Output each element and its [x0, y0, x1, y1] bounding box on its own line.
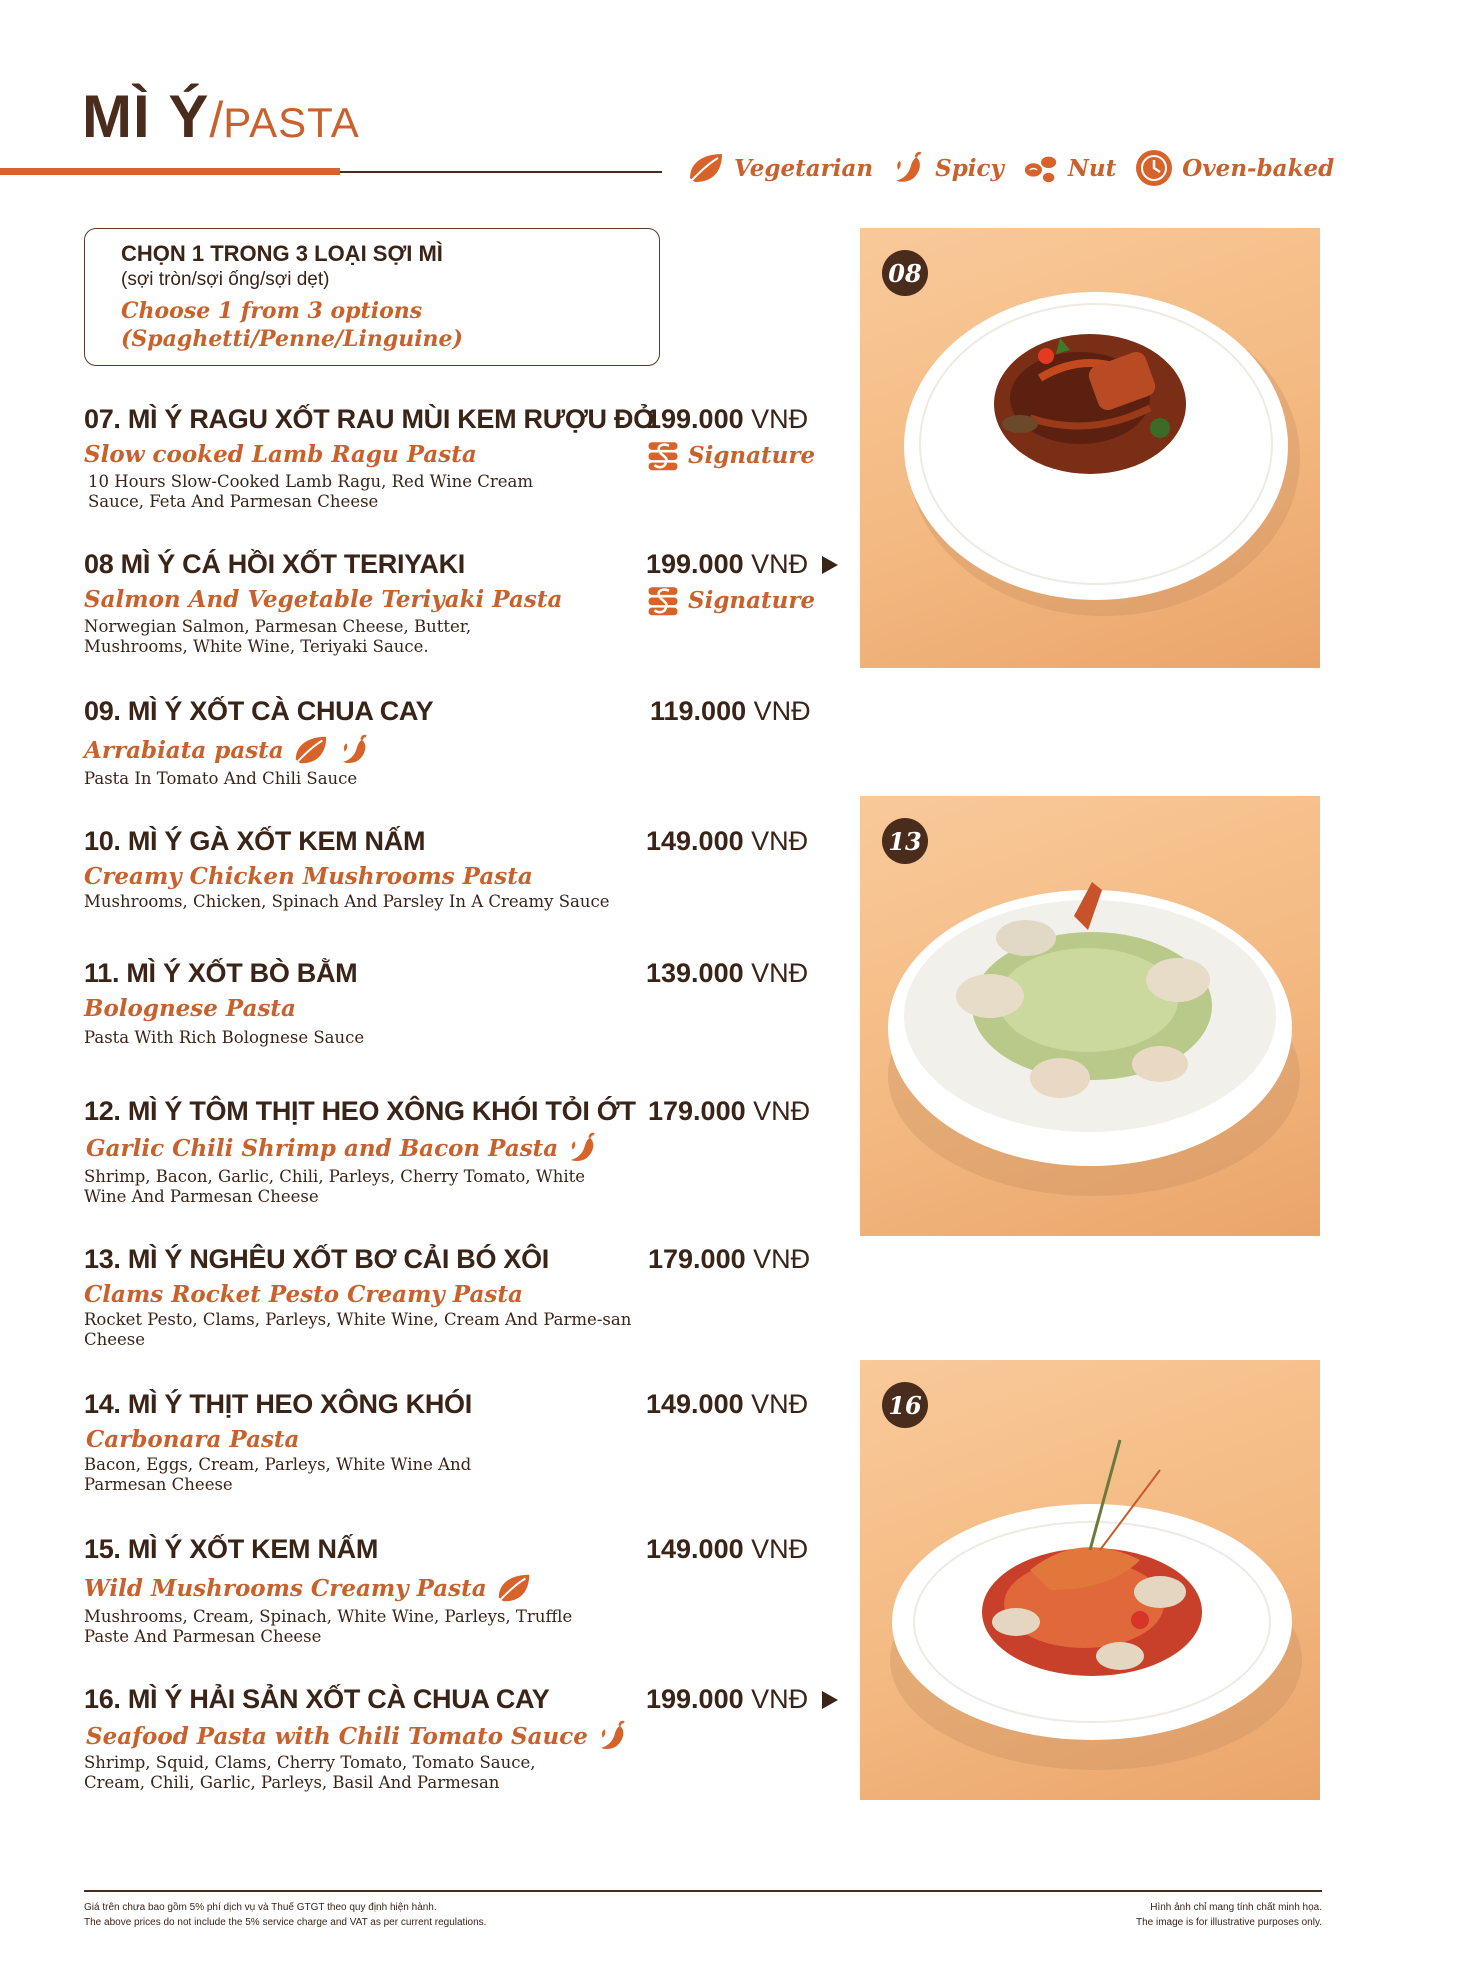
item-name-en-text: Garlic Chili Shrimp and Bacon Pasta — [86, 1134, 559, 1162]
footer-disclaimer-en: The image is for illustrative purposes only. — [1135, 1917, 1322, 1928]
item-name-vn: 09. MÌ Ý XỐT CÀ CHUA CAY — [84, 696, 434, 726]
legend-label: Nut — [1067, 154, 1117, 182]
item-name-en-text: Bolognese Pasta — [84, 995, 296, 1022]
photo-badge: 13 — [882, 818, 928, 864]
item-name-en-text: Clams Rocket Pesto Creamy Pasta — [84, 1281, 523, 1308]
item-name-en — [84, 1281, 844, 1308]
item-price — [646, 404, 808, 435]
price-currency: VNĐ — [751, 1534, 809, 1564]
legend-nut — [1022, 149, 1116, 187]
item-name-vn: 11. MÌ Ý XỐT BÒ BẰM — [84, 958, 358, 988]
footer-note-right — [1136, 1900, 1322, 1930]
chili-icon — [891, 150, 927, 186]
item-name-en — [84, 1426, 844, 1453]
legend-label: Spicy — [935, 154, 1004, 182]
arrow-right-icon — [820, 1689, 840, 1711]
footer-note-vn: Giá trên chưa bao gồm 5% phí dịch vụ và Thuế GTGT theo quy định hiện hành. — [84, 1902, 437, 1913]
item-name-en — [84, 863, 844, 890]
item-description: Rocket Pesto, Clams, Parleys, White Wine, Cream And Parme-san Cheese — [84, 1310, 632, 1349]
legend — [686, 148, 1334, 188]
leaf-icon — [495, 1569, 533, 1607]
price-currency: VNĐ — [751, 958, 809, 988]
photo-badge: 16 — [882, 1382, 928, 1428]
price-amount: 149.000 — [646, 1534, 744, 1564]
item-price — [646, 826, 808, 857]
dish-photo-08[interactable] — [860, 228, 1320, 668]
signature-label: Signature — [688, 441, 816, 469]
price-amount: 149.000 — [646, 1389, 744, 1419]
header-rule — [340, 171, 662, 173]
item-name-en — [84, 1569, 844, 1607]
signature-badge — [646, 438, 815, 472]
item-name-en-text: Carbonara Pasta — [86, 1426, 300, 1453]
item-description: Norwegian Salmon, Parmesan Cheese, Butter, Mushrooms, White Wine, Teriyaki Sauce. — [84, 617, 472, 656]
price-currency: VNĐ — [751, 404, 809, 434]
title-english: PASTA — [223, 99, 360, 146]
legend-label: Vegetarian — [734, 154, 874, 182]
price-amount: 149.000 — [646, 826, 744, 856]
item-name-en — [84, 1719, 844, 1753]
legend-oven-baked — [1134, 148, 1334, 188]
price-currency: VNĐ — [751, 549, 809, 579]
price-amount: 199.000 — [646, 549, 744, 579]
photo-badge: 08 — [882, 250, 928, 296]
item-name-vn: 14. MÌ Ý THỊT HEO XÔNG KHÓI — [84, 1389, 472, 1419]
item-name-en-text: Wild Mushrooms Creamy Pasta — [84, 1574, 487, 1602]
price-currency: VNĐ — [751, 1389, 809, 1419]
plate-illustration — [860, 796, 1320, 1236]
item-price — [646, 1534, 808, 1565]
dish-photo-13[interactable] — [860, 796, 1320, 1236]
chili-icon — [596, 1719, 630, 1753]
nut-icon — [1022, 149, 1060, 187]
footer-disclaimer-vn: Hình ảnh chỉ mang tính chất minh họa. — [1150, 1902, 1322, 1913]
legend-label: Oven-baked — [1182, 154, 1335, 182]
price-currency: VNĐ — [753, 1244, 811, 1274]
plate-illustration — [860, 228, 1320, 668]
options-title-en: Choose 1 from 3 options — [121, 298, 423, 324]
item-price — [648, 1096, 810, 1127]
item-name-vn: 07. MÌ Ý RAGU XỐT RAU MÙI KEM RƯỢU ĐỎ — [84, 404, 654, 434]
item-description: Pasta With Rich Bolognese Sauce — [84, 1028, 365, 1047]
chili-icon — [338, 733, 372, 767]
footer-rule — [84, 1890, 1322, 1892]
item-name-en — [84, 1131, 844, 1165]
item-name-vn: 08 MÌ Ý CÁ HỒI XỐT TERIYAKI — [84, 549, 465, 579]
item-name-vn: 16. MÌ Ý HẢI SẢN XỐT CÀ CHUA CAY — [84, 1684, 550, 1714]
dish-photo-16[interactable] — [860, 1360, 1320, 1800]
price-amount: 179.000 — [648, 1096, 746, 1126]
item-description: Mushrooms, Chicken, Spinach And Parsley In A Creamy Sauce — [84, 892, 610, 911]
signature-label: Signature — [688, 586, 816, 614]
item-price — [646, 1389, 808, 1420]
item-price — [650, 696, 811, 727]
price-currency: VNĐ — [751, 826, 809, 856]
item-description: Shrimp, Bacon, Garlic, Chili, Parleys, Cherry Tomato, White Wine And Parmesan Cheese — [84, 1167, 586, 1206]
signature-icon — [646, 583, 680, 617]
signature-badge — [646, 583, 815, 617]
footer-note-en: The above prices do not include the 5% service charge and VAT as per current regulations. — [84, 1917, 487, 1928]
item-name-vn: 15. MÌ Ý XỐT KEM NẤM — [84, 1534, 379, 1564]
item-name-en — [84, 731, 844, 769]
price-amount: 139.000 — [646, 958, 744, 988]
item-name-vn: 13. MÌ Ý NGHÊU XỐT BƠ CẢI BÓ XÔI — [84, 1244, 549, 1274]
price-currency: VNĐ — [751, 1684, 809, 1714]
item-name-en — [84, 995, 844, 1022]
item-name-en-text: Seafood Pasta with Chili Tomato Sauce — [86, 1722, 588, 1750]
price-amount: 199.000 — [646, 1684, 744, 1714]
item-name-en-text: Salmon And Vegetable Teriyaki Pasta — [84, 586, 563, 613]
options-subtitle-vn: (sợi tròn/sợi ống/sợi dẹt) — [121, 269, 330, 290]
item-description: Mushrooms, Cream, Spinach, White Wine, Parleys, Truffle Paste And Parmesan Cheese — [84, 1607, 573, 1646]
pasta-options-box — [84, 228, 660, 366]
item-name-en-text: Slow cooked Lamb Ragu Pasta — [84, 441, 477, 468]
title-vietnamese: MÌ Ý — [82, 83, 210, 150]
chili-icon — [566, 1131, 600, 1165]
oven-icon — [1134, 148, 1174, 188]
header-rule-accent — [0, 168, 340, 175]
item-name-vn: 12. MÌ Ý TÔM THỊT HEO XÔNG KHÓI TỎI ỚT — [84, 1096, 636, 1126]
price-amount: 199.000 — [646, 404, 744, 434]
item-description: Shrimp, Squid, Clams, Cherry Tomato, Tomato Sauce, Cream, Chili, Garlic, Parleys, Basil And Parmesan — [84, 1753, 536, 1792]
item-description: Bacon, Eggs, Cream, Parleys, White Wine And Parmesan Cheese — [84, 1455, 472, 1494]
footer-note-left — [84, 1900, 486, 1930]
item-description: 10 Hours Slow-Cooked Lamb Ragu, Red Wine Cream Sauce, Feta And Parmesan Cheese — [88, 472, 533, 511]
options-title-vn: CHỌN 1 TRONG 3 LOẠI SỢI MÌ — [121, 241, 443, 266]
item-name-en-text: Arrabiata pasta — [84, 736, 284, 764]
signature-icon — [646, 438, 680, 472]
title-separator: / — [209, 92, 224, 148]
item-price — [646, 958, 808, 989]
item-price — [646, 1684, 840, 1715]
item-name-en-text: Creamy Chicken Mushrooms Pasta — [84, 863, 533, 890]
legend-spicy — [891, 150, 1004, 186]
options-subtitle-en: (Spaghetti/Penne/Linguine) — [121, 326, 463, 352]
item-price — [646, 549, 840, 580]
item-description: Pasta In Tomato And Chili Sauce — [84, 769, 358, 788]
leaf-icon — [686, 148, 726, 188]
item-name-vn: 10. MÌ Ý GÀ XỐT KEM NẤM — [84, 826, 426, 856]
legend-vegetarian — [686, 148, 873, 188]
arrow-right-icon — [820, 554, 840, 576]
price-amount: 119.000 — [650, 696, 747, 726]
page-title — [82, 82, 360, 151]
price-currency: VNĐ — [753, 1096, 811, 1126]
item-price — [648, 1244, 810, 1275]
plate-illustration — [860, 1360, 1320, 1800]
price-amount: 179.000 — [648, 1244, 746, 1274]
price-currency: VNĐ — [753, 696, 811, 726]
leaf-icon — [292, 731, 330, 769]
